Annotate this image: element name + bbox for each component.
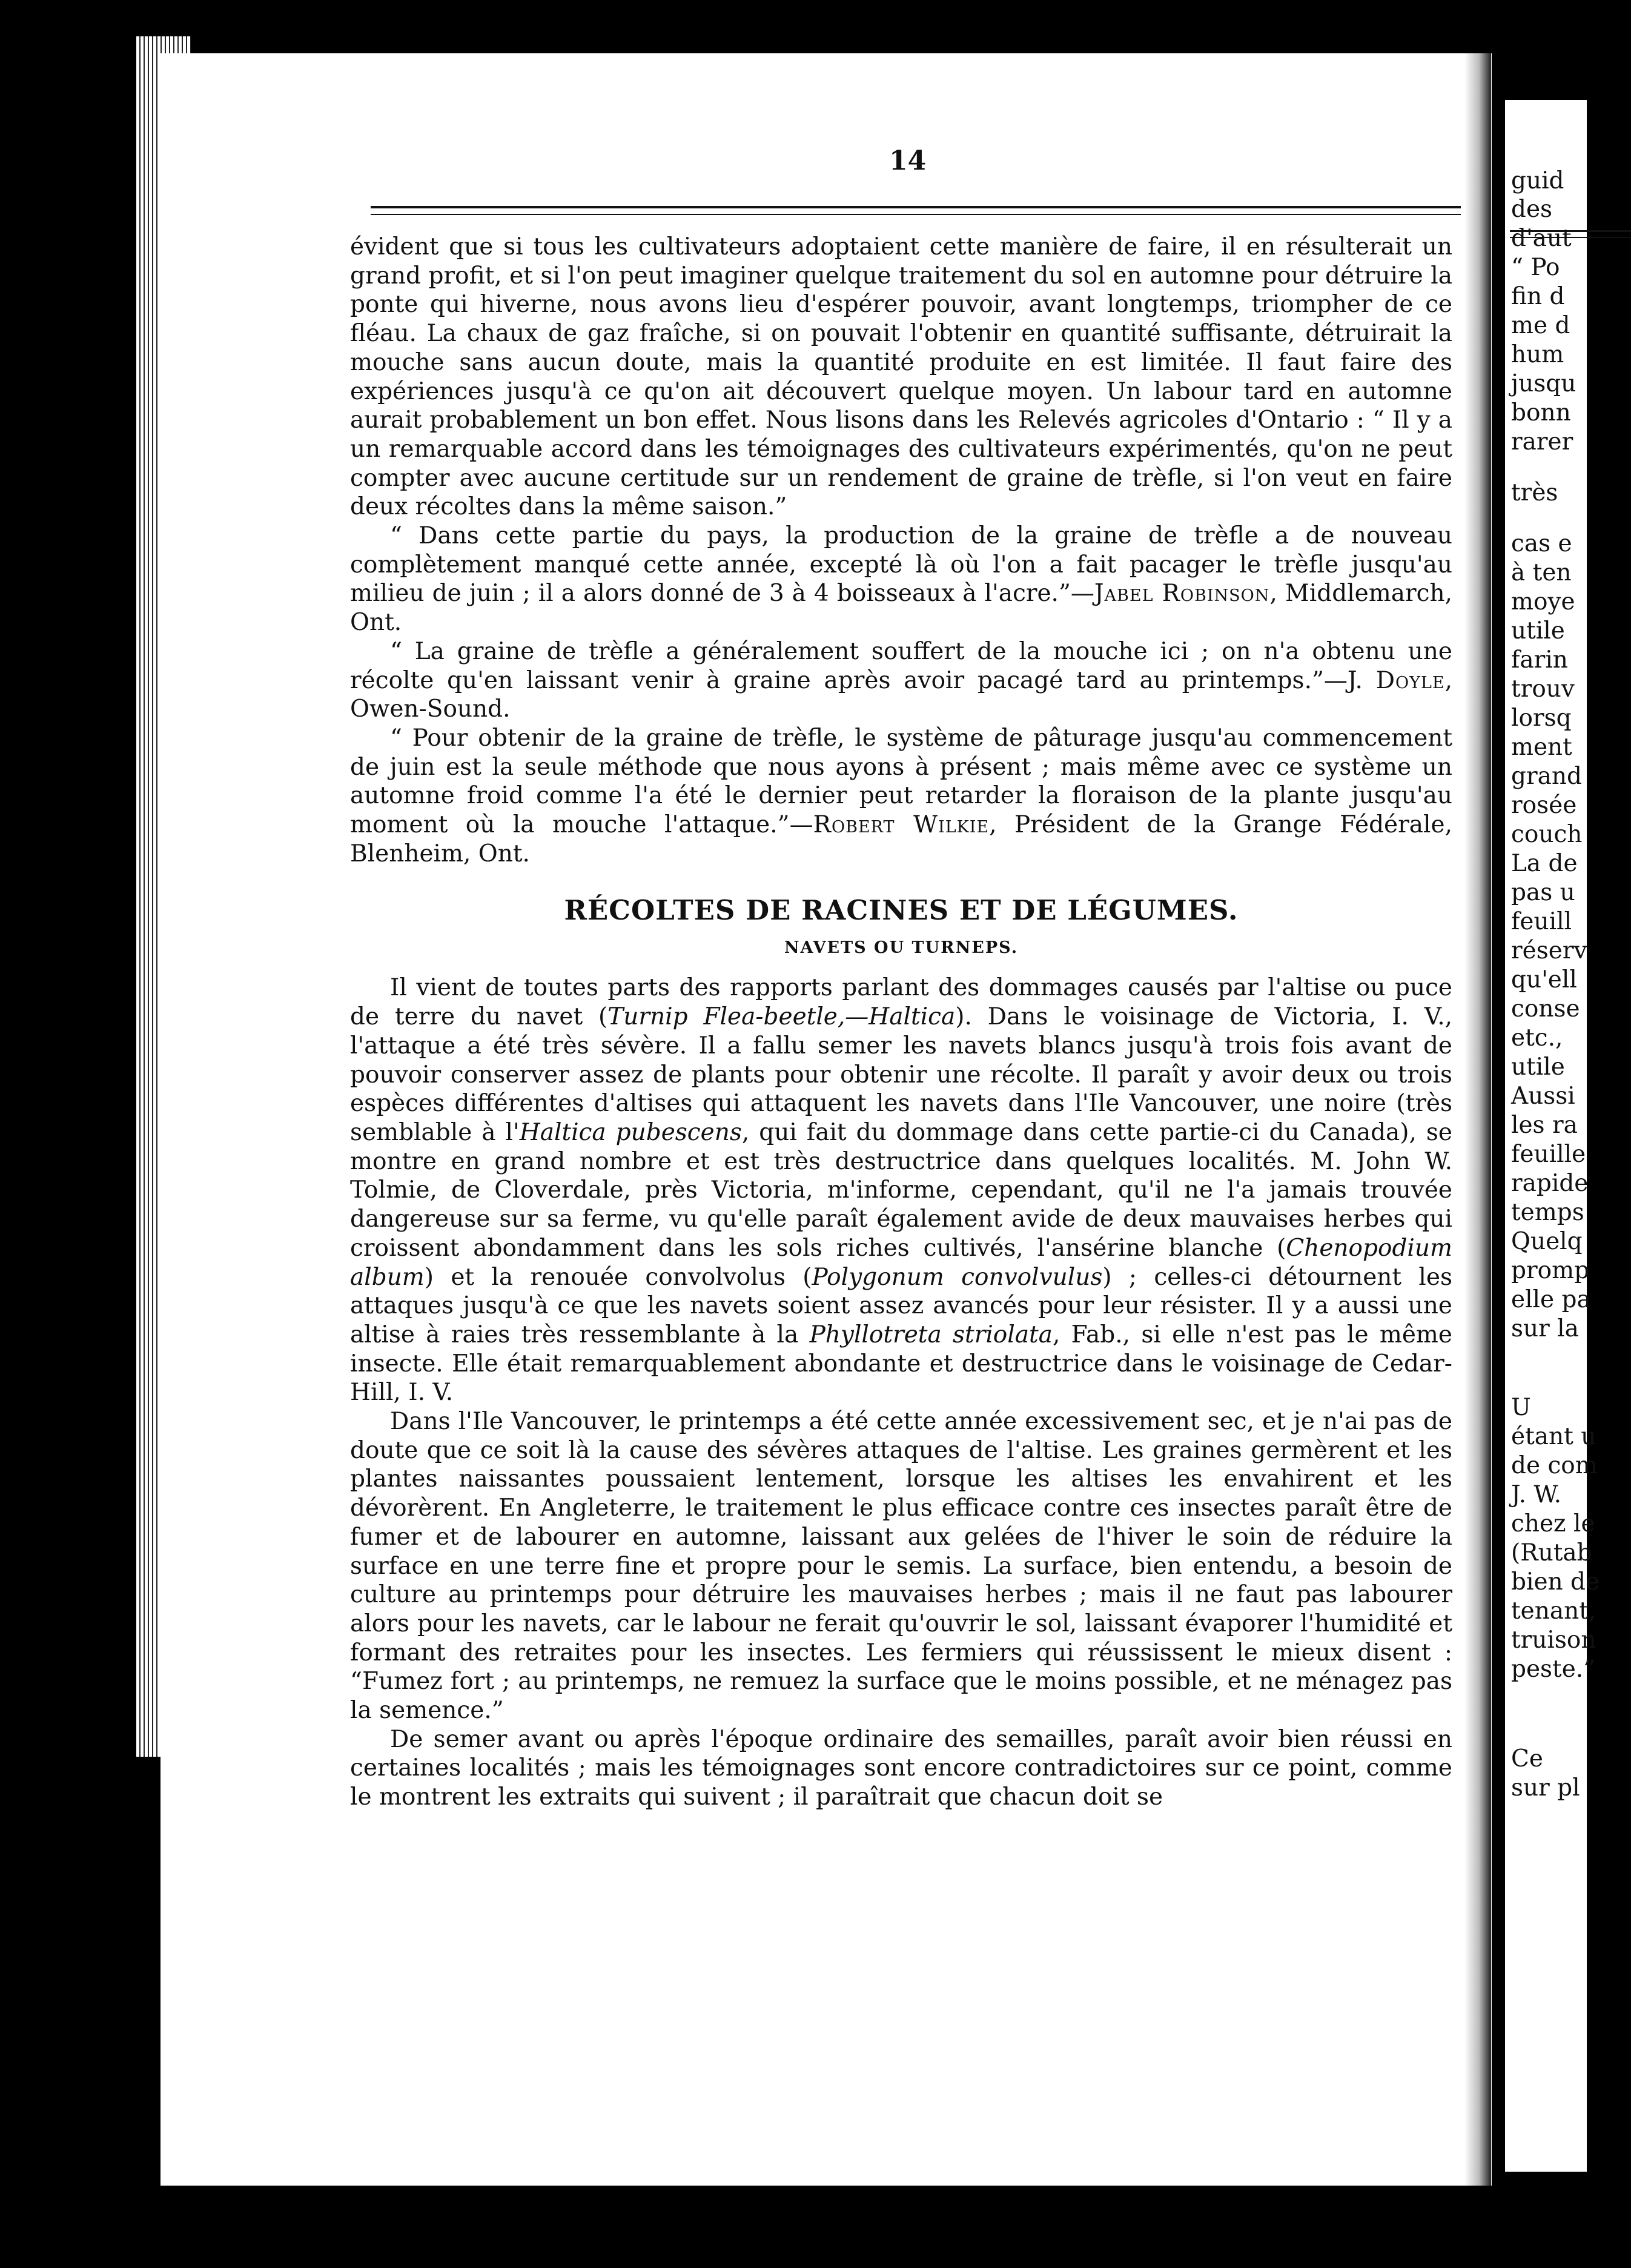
next-page-line: moye	[1511, 588, 1575, 615]
next-page-line: des	[1511, 196, 1553, 223]
next-page-line: fin d	[1511, 283, 1565, 310]
next-page-line: à ten	[1511, 559, 1572, 586]
next-page-line: utile	[1511, 1053, 1565, 1081]
next-page-line: bien de	[1511, 1568, 1600, 1596]
next-page-line: réserv	[1511, 937, 1587, 964]
next-page-line: (Rutab	[1511, 1539, 1592, 1567]
quote-robinson: “ Dans cette partie du pays, la production de la graine de trèfle a de nouveau complètement manqué cette année, excepté là où l'on a fait pacager le trèfle jusqu'au milieu de juin ; il a alors donné de 3 à 4 boisseaux à l'acre.”—Jabel Robinson, Middlemarch, Ont.	[350, 522, 1452, 637]
next-page-line: U	[1511, 1394, 1531, 1421]
quote-wilkie: “ Pour obtenir de la graine de trèfle, le système de pâturage jusqu'au commencement de juin est la seule méthode que nous ayons à présent ; mais même avec ce système un automne froid comme l'a été le dernier peut retarder la floraison de la plante jusqu'au moment où la mouche l'attaque.”—Robert Wilkie, Président de la Grange Fédérale, Blenheim, Ont.	[350, 724, 1452, 867]
next-page-line: “ Po	[1511, 254, 1560, 281]
next-page-line: temps	[1511, 1199, 1584, 1226]
next-page-line: pas u	[1511, 879, 1575, 906]
next-page-line: lorsq	[1511, 705, 1572, 732]
header-rule	[371, 206, 1461, 215]
page-number: 14	[889, 145, 927, 176]
next-page-line: trouv	[1511, 675, 1575, 703]
next-page-line: guid	[1511, 167, 1564, 194]
next-page-line: Quelq	[1511, 1228, 1583, 1255]
next-page-line: sur pl	[1511, 1774, 1580, 1802]
next-page-line: Ce	[1511, 1745, 1543, 1772]
next-page-line: J. W.	[1511, 1481, 1562, 1508]
next-page-line: ment	[1511, 734, 1572, 761]
paragraph-continued: évident que si tous les cultivateurs adoptaient cette manière de faire, il en résulterait un grand profit, et si l'on peut imaginer quelque traitement du sol en automne pour détruire la ponte qui hiverne, nous avons lieu d'espérer pouvoir, avant longtemps, triompher de ce fléau. La chaux de gaz fraîche, si on pouvait l'obtenir en quantité suffisante, détruirait la mouche sans aucun doute, mais la quantité produite en est limitée. Il faut faire des expériences jusqu'à ce qu'on ait découvert quelque moyen. Un labour tard en automne aurait probablement un bon effet. Nous lisons dans les Relevés agricoles d'Ontario : “ Il y a un remarquable accord dans les témoignages des cultivateurs expérimentés, qu'on ne peut compter avec aucune certitude sur un rendement de graine de trèfle, si l'on veut en faire deux récoltes dans la même saison.”	[350, 233, 1452, 521]
next-page-line: rapide	[1511, 1170, 1589, 1197]
next-page-line: les ra	[1511, 1112, 1578, 1139]
next-page-line: sur la	[1511, 1315, 1579, 1342]
next-page-line: cas e	[1511, 530, 1572, 557]
next-page-line: étant u	[1511, 1423, 1596, 1450]
paragraph-flea-beetle: Il vient de toutes parts des rapports parlant des dommages causés par l'altise ou puce de terre du navet (Turnip Flea-beetle,—Haltica). Dans le voisinage de Victoria, I. V., l'attaque a été très sévère. Il a fallu semer les navets blancs jusqu'à trois fois avant de pouvoir conserver assez de plants pour obtenir une récolte. Il paraît y avoir deux ou trois espèces différentes d'altises qui attaquent les navets dans l'Ile Vancouver, une noire (très semblable à l'Haltica pubescens, qui fait du dommage dans cette partie-ci du Canada), se montre en grand nombre et est très destructrice dans quelques localités. M. John W. Tolmie, de Cloverdale, près Victoria, m'informe, cependant, qu'il ne l'a jamais trouvée dangereuse sur sa ferme, vu qu'elle paraît également avide de deux mauvaises herbes qui croissent abondamment dans les sols riches cultivés, l'ansérine blanche (Chenopodium album) et la renouée convolvolus (Polygonum convolvulus) ; celles-ci détournent les attaques jusqu'à ce que les navets soient assez avancés pour leur résister. Il y a aussi une altise à raies très ressemblante à la Phyllotreta striolata, Fab., si elle n'est pas le même insecte. Elle était remarquablement abondante et destructrice dans le voisinage de Cedar-Hill, I. V.	[350, 974, 1452, 1407]
paragraph-sowing: De semer avant ou après l'époque ordinaire des semailles, paraît avoir bien réussi en certaines localités ; mais les témoignages sont encore contradictoires sur ce point, comme le montrent les extraits qui suivent ; il paraîtrait que chacun doit se	[350, 1725, 1452, 1811]
next-page-line: rosée	[1511, 792, 1577, 819]
next-page-line: farin	[1511, 646, 1568, 674]
next-page-line: qu'ell	[1511, 966, 1577, 993]
quote-author: Jabel Robinson	[1094, 580, 1270, 608]
next-page-line: etc.,	[1511, 1024, 1563, 1052]
book-spine	[1464, 53, 1491, 2186]
next-page-line: feuille	[1511, 1141, 1586, 1168]
paragraph-vancouver: Dans l'Ile Vancouver, le printemps a été cette année excessivement sec, et je n'ai pas de doute que ce soit là la cause des sévères attaques de l'altise. Les graines germèrent et les plantes naissantes poussaient lentement, lorsque les altises les envahirent et les dévorèrent. En Angleterre, le traitement le plus efficace contre ces insectes paraît être de fumer et de labourer en automne, laissant aux gelées de l'hiver le soin de réduire la surface en une terre fine et propre pour le semis. La surface, bien entendu, a besoin de culture au printemps pour détruire les mauvaises herbes ; mais il ne faut pas labourer alors pour les navets, car le labour ne ferait qu'ouvrir le sol, laissant évaporer l'humidité et formant des retraites pour les insectes. Les fermiers qui réussissent le mieux disent : “Fumez fort ; au printemps, ne remuez la surface que le moins possible, et ne ménagez pas la semence.”	[350, 1408, 1452, 1725]
next-page-line: couch	[1511, 821, 1583, 848]
next-page-line: rarer	[1511, 428, 1573, 456]
next-page-line: utile	[1511, 617, 1565, 645]
page-text	[350, 233, 1452, 1812]
next-page-line: très	[1511, 479, 1558, 506]
next-page-line: peste.”	[1511, 1656, 1596, 1683]
section-heading: RÉCOLTES DE RACINES ET DE LÉGUMES.	[564, 894, 1239, 927]
next-page-line: hum	[1511, 341, 1564, 368]
quote-doyle: “ La graine de trèfle a généralement souffert de la mouche ici ; on n'a obtenu une récolte qu'en laissant venir à graine après avoir pacagé tard au printemps.”—J. Doyle, Owen-Sound.	[350, 637, 1452, 723]
section-subheading: NAVETS OU TURNEPS.	[784, 938, 1019, 958]
next-page-line: truison	[1511, 1626, 1596, 1654]
next-page-line: jusqu	[1511, 370, 1576, 397]
next-page-line: bonn	[1511, 399, 1571, 426]
next-page-line: promp	[1511, 1257, 1590, 1284]
next-page-line: grand	[1511, 763, 1582, 790]
next-page-line: elle pa	[1511, 1286, 1591, 1313]
next-page-line: La de	[1511, 850, 1578, 877]
next-page-line: me d	[1511, 312, 1570, 339]
next-page-line: tenant,	[1511, 1597, 1596, 1625]
quote-author: Robert Wilkie	[813, 811, 990, 839]
next-page-line: de com	[1511, 1452, 1598, 1479]
next-page-line: Aussi	[1511, 1083, 1575, 1110]
next-page-line: feuill	[1511, 908, 1572, 935]
next-page-line: conse	[1511, 995, 1580, 1023]
next-page-fragment	[1505, 100, 1600, 2172]
next-page-line: d'aut	[1511, 225, 1572, 252]
next-page-line: chez le	[1511, 1510, 1595, 1537]
quote-author: Doyle	[1375, 666, 1445, 694]
